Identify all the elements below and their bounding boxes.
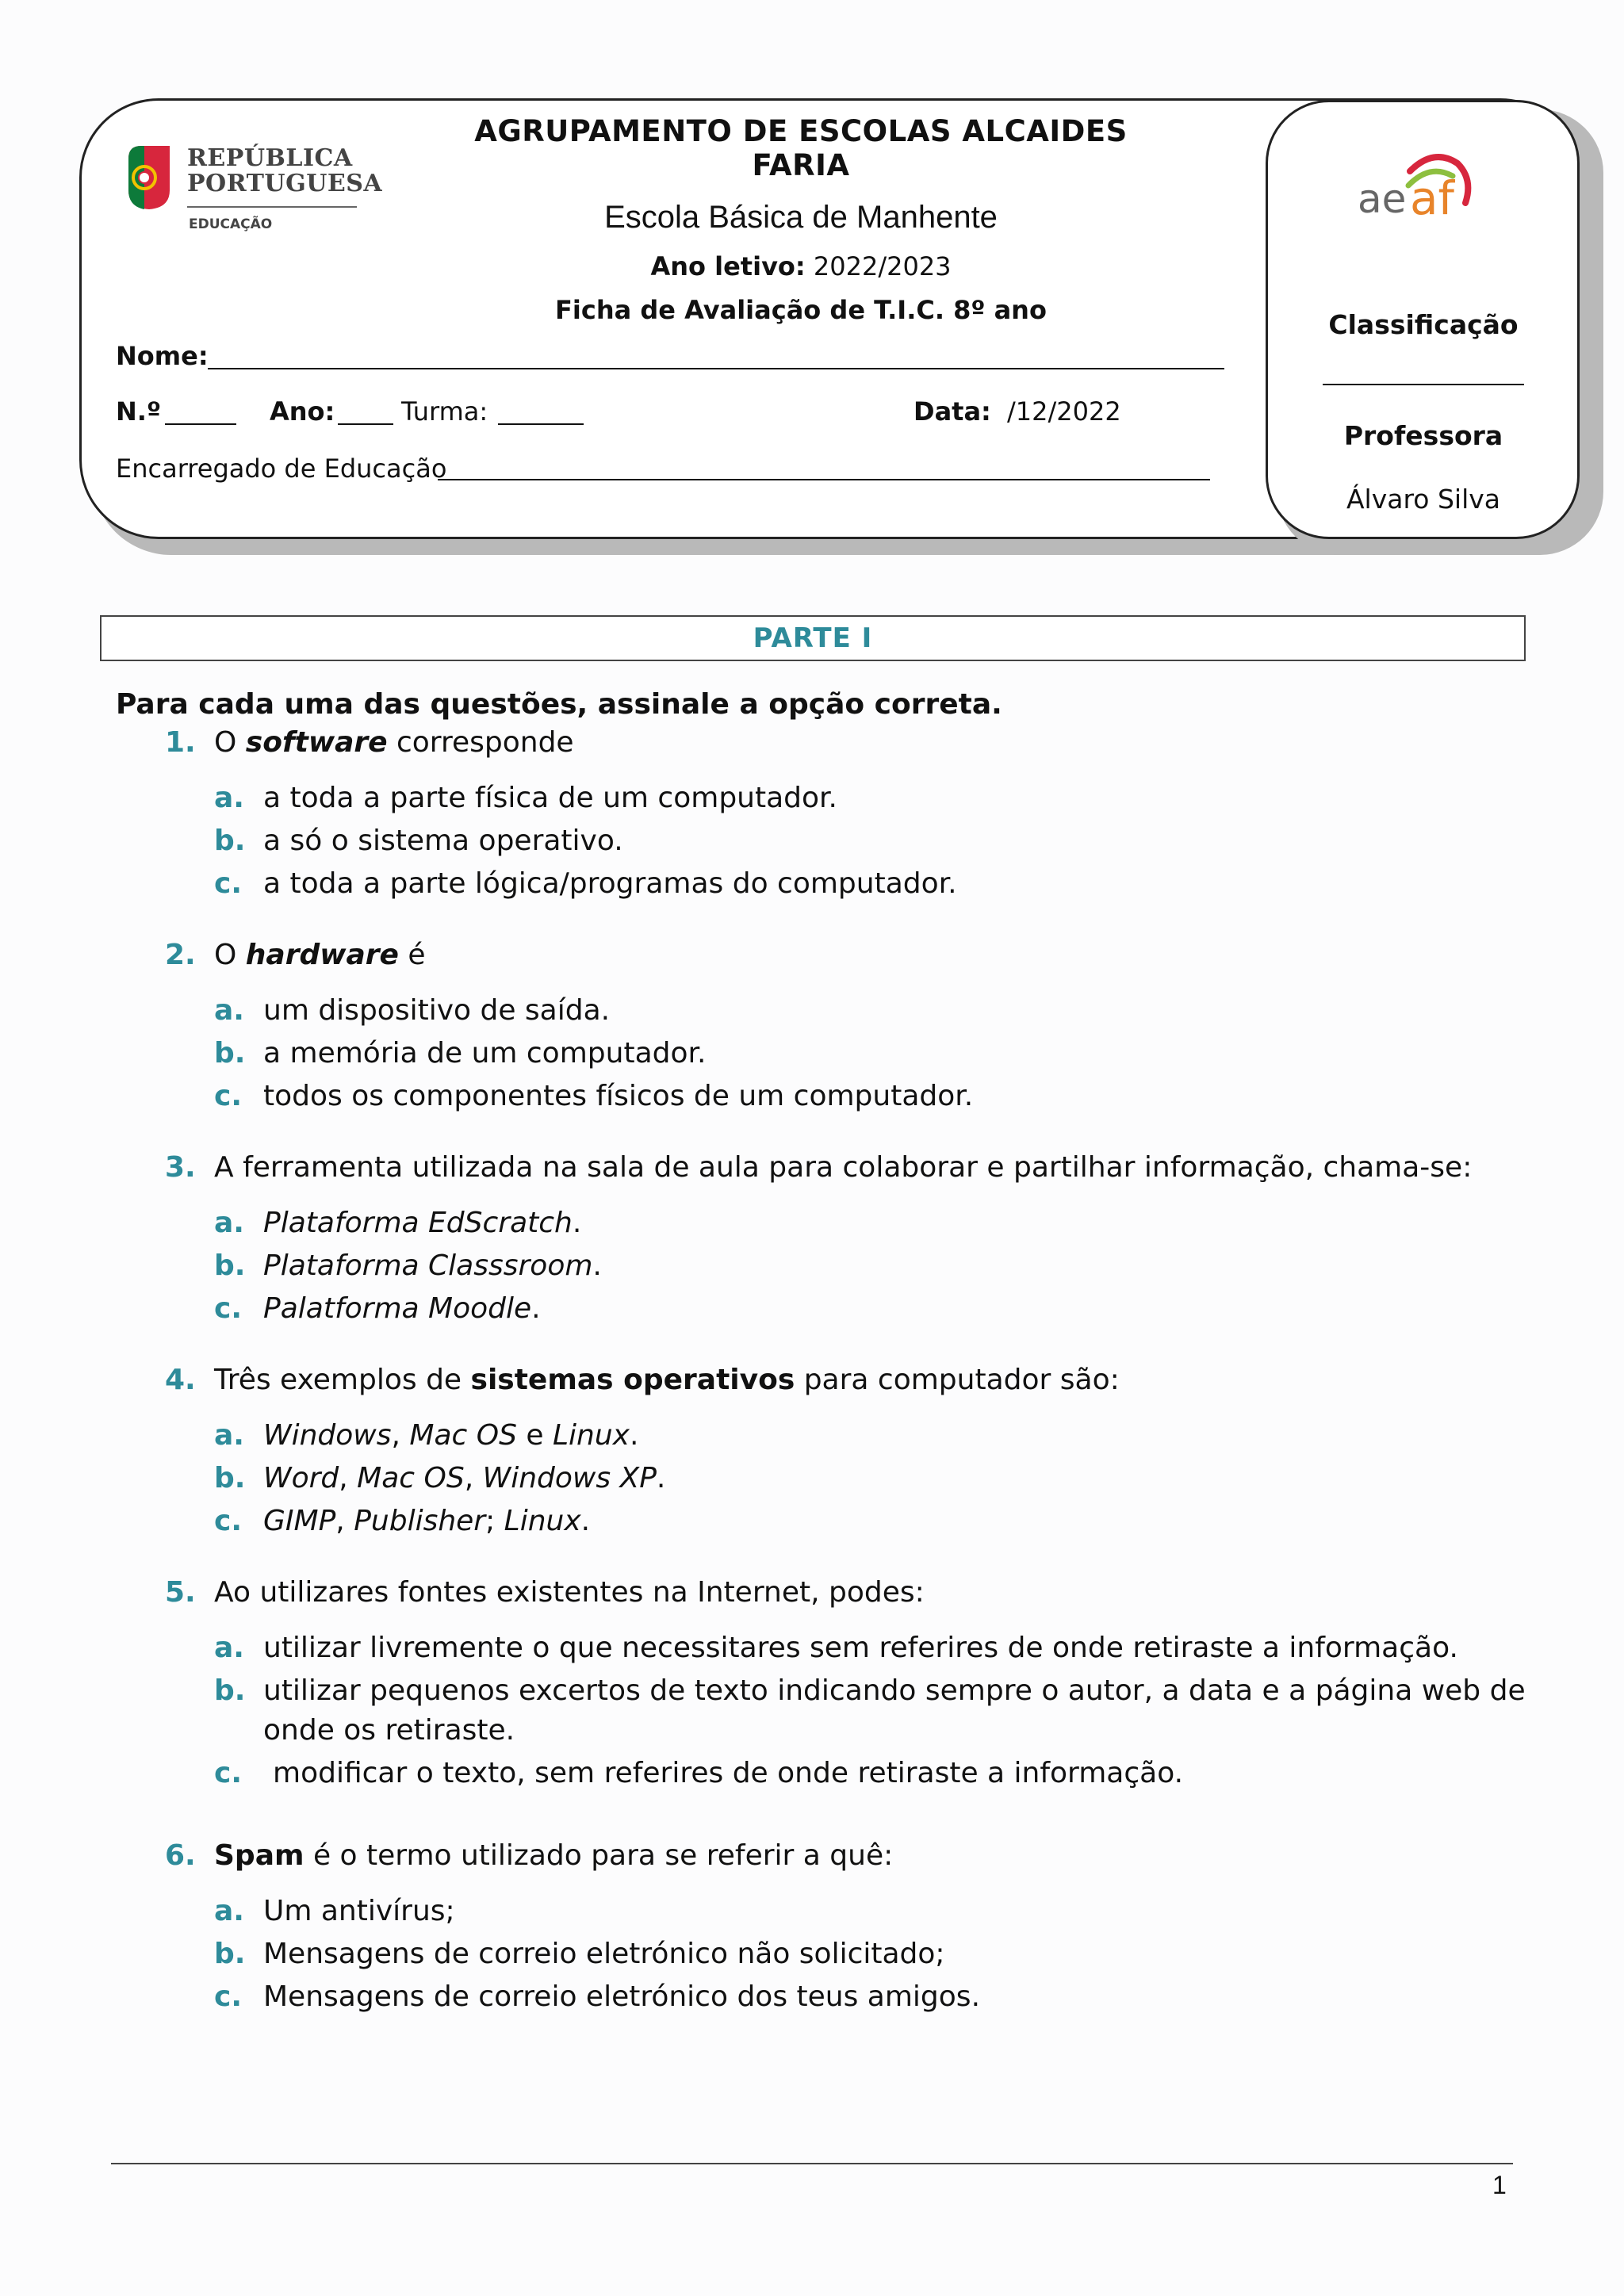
option-letter: c. [214, 867, 243, 900]
group-name: AGRUPAMENTO DE ESCOLAS ALCAIDES FARIA [474, 114, 1128, 182]
option-part: Publisher [354, 1505, 486, 1537]
aeaf-logo [1354, 147, 1481, 235]
option-text[interactable]: Mensagens de correio eletrónico dos teus amigos. [263, 1980, 981, 2013]
question-5-text: Ao utilizares fontes existentes na Internet, podes: [214, 1576, 925, 1609]
logo-line-1: REPÚBLICA [187, 144, 353, 172]
option-part: GIMP [263, 1505, 336, 1537]
q6-bold: Spam [214, 1839, 304, 1872]
option-letter: a. [214, 1419, 244, 1452]
option-text[interactable]: utilizar livremente o que necessitares sem referires de onde retiraste a informação. [263, 1632, 1458, 1664]
question-6-text [214, 1839, 893, 1872]
option-italic: Palatforma Moodle [263, 1292, 532, 1325]
logo-republica-text [187, 146, 382, 197]
classificacao-label: Classificação [1328, 309, 1519, 340]
instruction: Para cada uma das questões, assinale a opção correta. [116, 688, 1002, 721]
option-letter: b. [214, 1249, 246, 1282]
option-text[interactable]: um dispositivo de saída. [263, 994, 611, 1027]
option-text[interactable]: a toda a parte física de um computador. [263, 782, 837, 814]
option-text[interactable]: a só o sistema operativo. [263, 825, 623, 857]
option-text-continued[interactable]: onde os retiraste. [263, 1714, 515, 1747]
option-text[interactable]: Mensagens de correio eletrónico não solicitado; [263, 1938, 945, 1970]
option-text[interactable] [263, 1419, 638, 1452]
aeaf-logo-af: af [1410, 171, 1454, 225]
q4-post: para computador são: [795, 1364, 1120, 1396]
option-part: e [516, 1419, 553, 1452]
nome-label: Nome: [116, 341, 209, 371]
data-value[interactable]: /12/2022 [1007, 396, 1121, 427]
question-number: 3. [165, 1151, 196, 1184]
turma-label: Turma: [401, 396, 488, 427]
option-part: Linux [552, 1419, 630, 1452]
option-letter: c. [214, 1757, 243, 1789]
option-letter: b. [214, 1674, 246, 1707]
option-letter: a. [214, 1207, 244, 1239]
turma-field[interactable] [498, 423, 584, 425]
option-part: , [339, 1462, 358, 1494]
q6-post: é o termo utilizado para se referir a quê: [304, 1839, 894, 1872]
question-number: 1. [165, 726, 196, 759]
option-letter: b. [214, 1938, 246, 1970]
option-part: Mac OS [357, 1462, 465, 1494]
option-text[interactable] [263, 1292, 541, 1325]
option-text[interactable]: Um antivírus; [263, 1895, 455, 1927]
q2-post: é [398, 939, 426, 971]
option-punct: . [531, 1292, 541, 1325]
republica-portuguesa-emblem-icon [125, 143, 173, 211]
option-letter: a. [214, 994, 244, 1027]
question-number: 5. [165, 1576, 196, 1609]
option-text[interactable]: utilizar pequenos excertos de texto indicando sempre o autor, a data e a página web de [263, 1674, 1526, 1707]
data-label: Data: [914, 396, 991, 427]
option-part: Word [263, 1462, 339, 1494]
option-text[interactable]: modificar o texto, sem referires de onde retiraste a informação. [273, 1757, 1184, 1789]
option-text[interactable] [263, 1249, 602, 1282]
q2-em: hardware [245, 939, 399, 971]
encarregado-label: Encarregado de Educação [116, 453, 447, 484]
option-part: Windows XP [482, 1462, 657, 1494]
option-part: ; [485, 1505, 504, 1537]
option-part: Linux [504, 1505, 581, 1537]
footer-divider [111, 2163, 1513, 2164]
numero-label: N.º [116, 396, 161, 427]
school-name: Escola Básica de Manhente [604, 200, 998, 235]
logo-line-2: PORTUGUESA [187, 170, 383, 197]
q1-pre: O [214, 726, 246, 759]
option-punct: . [572, 1207, 582, 1239]
option-letter: c. [214, 1980, 243, 2013]
professora-name: Álvaro Silva [1346, 484, 1501, 515]
year-value: 2022/2023 [813, 251, 952, 281]
option-part: . [656, 1462, 666, 1494]
option-text[interactable]: a toda a parte lógica/programas do computador. [263, 867, 957, 900]
question-number: 4. [165, 1364, 196, 1396]
logo-divider [187, 206, 357, 208]
option-part: Windows [263, 1419, 392, 1452]
aeaf-logo-ae: ae [1358, 176, 1407, 222]
option-part: , [335, 1505, 354, 1537]
option-part: . [629, 1419, 639, 1452]
option-part: , [391, 1419, 410, 1452]
option-part: , [464, 1462, 483, 1494]
year-label: Ano letivo: [650, 251, 806, 281]
option-text[interactable] [263, 1505, 590, 1537]
option-part: . [580, 1505, 591, 1537]
question-number: 6. [165, 1839, 196, 1872]
question-1-text [214, 726, 574, 759]
option-letter: b. [214, 1462, 246, 1494]
option-italic: Plataforma Classsroom [263, 1249, 593, 1282]
option-text[interactable]: todos os componentes físicos de um computador. [263, 1080, 974, 1112]
option-text[interactable] [263, 1462, 665, 1494]
question-2-text [214, 939, 426, 971]
page-number: 1 [1492, 2171, 1507, 2199]
option-punct: . [592, 1249, 602, 1282]
nome-field[interactable] [208, 368, 1224, 369]
option-letter: c. [214, 1292, 243, 1325]
classificacao-field[interactable] [1323, 384, 1524, 385]
q1-post: corresponde [387, 726, 574, 759]
q1-em: software [245, 726, 388, 759]
option-letter: c. [214, 1080, 243, 1112]
option-text[interactable]: a memória de um computador. [263, 1037, 707, 1070]
encarregado-field[interactable] [438, 479, 1210, 480]
professora-label: Professora [1343, 420, 1503, 451]
option-letter: b. [214, 825, 246, 857]
option-letter: a. [214, 1632, 244, 1664]
option-letter: a. [214, 782, 244, 814]
q2-pre: O [214, 939, 246, 971]
school-year [523, 251, 1078, 281]
option-text[interactable] [263, 1207, 581, 1239]
option-letter: b. [214, 1037, 246, 1070]
question-4-text [214, 1364, 1120, 1396]
ficha-title: Ficha de Avaliação de T.I.C. 8º ano [555, 295, 1047, 325]
option-letter: a. [214, 1895, 244, 1927]
logo-educacao: EDUCAÇÃO [189, 216, 273, 232]
parte-title: PARTE I [100, 615, 1526, 661]
ano-field[interactable] [338, 423, 393, 425]
question-number: 2. [165, 939, 196, 971]
ano-label: Ano: [270, 396, 335, 427]
numero-field[interactable] [165, 423, 236, 425]
q4-bold: sistemas operativos [470, 1364, 795, 1396]
option-letter: c. [214, 1505, 243, 1537]
option-italic: Plataforma EdScratch [263, 1207, 573, 1239]
option-part: Mac OS [409, 1419, 517, 1452]
question-3-text: A ferramenta utilizada na sala de aula para colaborar e partilhar informação, chama-se: [214, 1151, 1473, 1184]
q4-pre: Três exemplos de [214, 1364, 471, 1396]
